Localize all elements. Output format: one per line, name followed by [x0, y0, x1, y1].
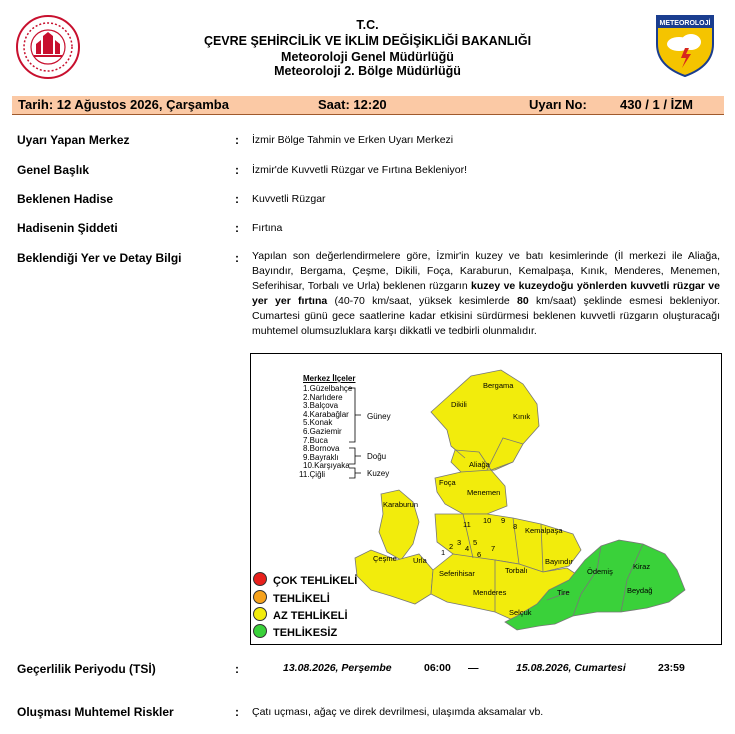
district-number: 8	[513, 522, 518, 531]
validity-start-date: 13.08.2026, Perşembe	[283, 662, 392, 674]
legend-red	[253, 572, 357, 587]
warning-info-band	[12, 96, 724, 115]
district-menderes: Menderes	[473, 588, 507, 597]
legend-red-label: ÇOK TEHLİKELİ	[273, 575, 358, 587]
district-number: 3	[457, 538, 462, 547]
detail-text-2: (40-70 km/saat, yüksek kesimlerde	[327, 295, 518, 307]
detail-paragraph	[252, 249, 720, 339]
warning-map	[250, 353, 722, 645]
validity-label: Geçerlilik Periyodu (TSİ)	[17, 662, 156, 676]
risks-label: Oluşması Muhtemel Riskler	[17, 705, 174, 719]
warning-no: 430 / 1 / İZM	[620, 97, 693, 112]
validity-end-time: 23:59	[658, 662, 685, 674]
legend-red-dot	[253, 572, 267, 586]
detail-text-3: km/saat) şeklinde esmesi bekleniyor. Cumartesi günü gece saatlerine kadar etkisini sürdürmesi beklenen kuvvetli rüzgarın oluşturacağı muhtemel olumsuzluklara karşı dikkatli ve tedbirli olunmalıdır.	[252, 295, 721, 337]
colon: :	[235, 163, 239, 177]
warning-date: Tarih: 12 Ağustos 2026, Çarşamba	[18, 97, 229, 112]
group-guney: Güney	[367, 412, 391, 421]
district-selcuk: Selçuk	[509, 608, 532, 617]
logo-text: METEOROLOJİ	[659, 20, 711, 27]
district-number: 2	[449, 542, 454, 551]
district-karaburun: Karaburun	[383, 500, 419, 509]
district-urla: Urla	[413, 556, 427, 565]
header-directorate: Meteoroloji Genel Müdürlüğü	[281, 50, 454, 64]
detail-text-1: Yapılan son değerlendirmelere göre, İzmir'in kuzey ve batı kesimlerinde (İl merkezi ile Aliağa, Bayındır, Bergama, Çeşme, Dikili, Foça, Karaburun, Kemalpaşa, Kınık, Menderes, Menemen, Seferihisar, Torbalı ve Urla) beklenen rüzgarın	[252, 250, 720, 292]
district-menemen: Menemen	[467, 488, 501, 497]
center-district-item: 10.Karşıyaka	[303, 461, 350, 471]
district-aliaga: Aliağa	[469, 460, 490, 469]
district-number: 4	[465, 544, 470, 553]
center-districts-brackets	[347, 386, 367, 482]
event-value: Kuvvetli Rüzgar	[252, 193, 326, 205]
center-district-item: 3.Balçova	[303, 401, 339, 411]
center-districts-title: Merkez İlçeler	[303, 374, 356, 383]
header-regional: Meteoroloji 2. Bölge Müdürlüğü	[274, 64, 461, 78]
district-kiraz: Kiraz	[633, 562, 651, 571]
district-number: 5	[473, 538, 478, 547]
district-kinik: Kınık	[513, 412, 531, 421]
detail-label: Beklendiği Yer ve Detay Bilgi	[17, 251, 182, 265]
district-number: 1	[441, 548, 446, 557]
detail-bold-1: kuzey ve kuzeydoğu yönlerden kuvvetli rüzgar ve yer yer fırtına	[252, 280, 720, 307]
group-dogu: Doğu	[367, 452, 387, 461]
validity-start-time: 06:00	[424, 662, 451, 674]
district-number: 6	[477, 550, 482, 559]
center-district-item: 7.Buca	[303, 435, 328, 445]
risks-value: Çatı uçması, ağaç ve direk devrilmesi, ulaşımda aksamalar vb.	[252, 706, 544, 718]
center-district-item: 8.Bornova	[303, 444, 340, 454]
event-label: Beklenen Hadise	[17, 192, 114, 206]
severity-label: Hadisenin Şiddeti	[17, 221, 118, 235]
legend-yellow-label: AZ TEHLİKELİ	[273, 610, 348, 622]
district-foca: Foça	[439, 478, 456, 487]
district-number: 10	[483, 516, 492, 525]
center-district-item: 11.Çiğli	[299, 469, 326, 479]
district-number: 9	[501, 516, 506, 525]
district-tire: Tire	[557, 588, 570, 597]
legend-yellow-dot	[253, 607, 267, 621]
legend-orange-label: TEHLİKELİ	[273, 593, 330, 605]
warning-time: Saat: 12:20	[318, 97, 387, 112]
severity-value: Fırtına	[252, 222, 283, 234]
center-district-item: 9.Bayraklı	[303, 452, 339, 462]
district-kemalpasa: Kemalpaşa	[525, 526, 563, 535]
colon: :	[235, 192, 239, 206]
legend-yellow	[253, 607, 348, 622]
colon: :	[235, 662, 239, 676]
district-bayindir: Bayındır	[545, 557, 573, 566]
district-bergama: Bergama	[483, 381, 514, 390]
district-number: 7	[491, 544, 496, 553]
center-districts-list	[299, 384, 353, 480]
center-district-item: 4.Karabağlar	[303, 409, 349, 419]
colon: :	[235, 133, 239, 147]
district-torbali: Torbalı	[505, 566, 528, 575]
center-value: İzmir Bölge Tahmin ve Erken Uyarı Merkezi	[252, 134, 454, 146]
legend-green-dot	[253, 624, 267, 638]
center-label: Uyarı Yapan Merkez	[17, 133, 130, 147]
legend-orange	[253, 590, 330, 605]
warning-no-label: Uyarı No:	[529, 97, 587, 112]
meteoroloji-logo	[655, 14, 715, 78]
center-district-item: 6.Gaziemir	[303, 426, 342, 436]
district-seferihisar: Seferihisar	[439, 569, 475, 578]
title-label: Genel Başlık	[17, 163, 90, 177]
validity-dash: —	[468, 662, 479, 674]
center-district-item: 2.Narlıdere	[303, 392, 343, 402]
title-value: İzmir'de Kuvvetli Rüzgar ve Fırtına Bekleniyor!	[252, 164, 467, 176]
district-cesme: Çeşme	[373, 554, 397, 563]
colon: :	[235, 705, 239, 719]
validity-end-date: 15.08.2026, Cumartesi	[516, 662, 626, 674]
legend-green	[253, 624, 337, 639]
center-district-item: 1.Güzelbahçe	[303, 384, 353, 393]
header-tc: T.C.	[356, 18, 379, 32]
legend-green-label: TEHLİKESİZ	[273, 627, 338, 639]
district-odemis: Ödemiş	[587, 567, 613, 576]
header-ministry: ÇEVRE ŞEHİRCİLİK VE İKLİM DEĞİŞİKLİĞİ BAKANLIĞI	[203, 34, 532, 48]
group-kuzey: Kuzey	[367, 469, 390, 478]
district-dikili: Dikili	[451, 400, 467, 409]
legend-orange-dot	[253, 590, 267, 604]
colon: :	[235, 221, 239, 235]
detail-bold-2: 80	[517, 295, 529, 307]
district-number: 11	[463, 520, 471, 529]
colon: :	[235, 251, 239, 265]
center-district-item: 5.Konak	[303, 418, 333, 428]
district-beydag: Beydağ	[627, 586, 653, 595]
